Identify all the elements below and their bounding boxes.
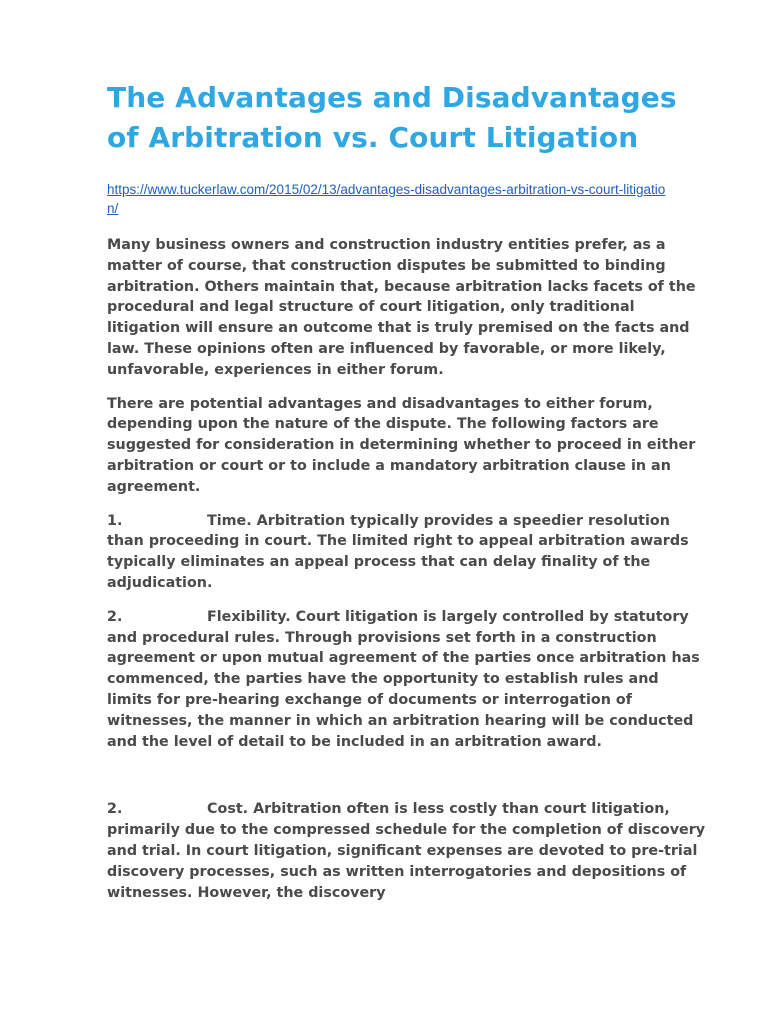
factor-number: 1. — [107, 512, 123, 529]
document-page — [107, 78, 707, 903]
factor-flexibility — [107, 607, 707, 753]
source-link[interactable]: https://www.tuckerlaw.com/2015/02/13/advantages-disadvantages-arbitration-vs-court-litigation/ — [107, 182, 666, 216]
factor-text: Flexibility. Court litigation is largely controlled by statutory and procedural rules. Through provisions set forth in a construction agreement or upon mutual agreement of the parties once arbitration has commenced, the parties have the opportunity to establish rules and limits for pre-hearing exchange of documents or interrogation of witnesses, the manner in which an arbitration hearing will be conducted and the level of detail to be included in an arbitration award. — [107, 608, 700, 750]
factor-time — [107, 511, 707, 594]
context-paragraph: There are potential advantages and disadvantages to either forum, depending upon the nature of the dispute. The following factors are suggested for consideration in determining whether to proceed in either arbitration or court or to include a mandatory arbitration clause in an agreement. — [107, 395, 696, 495]
intro-paragraph: Many business owners and construction industry entities prefer, as a matter of course, that construction disputes be submitted to binding arbitration. Others maintain that, because arbitration lacks facets of the procedural and legal structure of court litigation, only traditional litigation will ensure an outcome that is truly premised on the facts and law. These opinions often are influenced by favorable, or more likely, unfavorable, experiences in either forum. — [107, 237, 696, 378]
factor-cost — [107, 799, 707, 903]
factor-number: 2. — [107, 801, 123, 818]
factor-text: Cost. Arbitration often is less costly than court litigation, primarily due to the compressed schedule for the completion of discovery and trial. In court litigation, significant expenses are devoted to pre-trial discovery processes, such as written interrogatories and depositions of witnesses. However, the discovery — [107, 801, 706, 901]
factor-text: Time. Arbitration typically provides a speedier resolution than proceeding in court. The limited right to appeal arbitration awards typically eliminates an appeal process that can delay finality of the adjudication. — [107, 512, 689, 591]
document-title: The Advantages and Disadvantages of Arbitration vs. Court Litigation — [107, 81, 677, 154]
factor-number: 2. — [107, 608, 123, 625]
